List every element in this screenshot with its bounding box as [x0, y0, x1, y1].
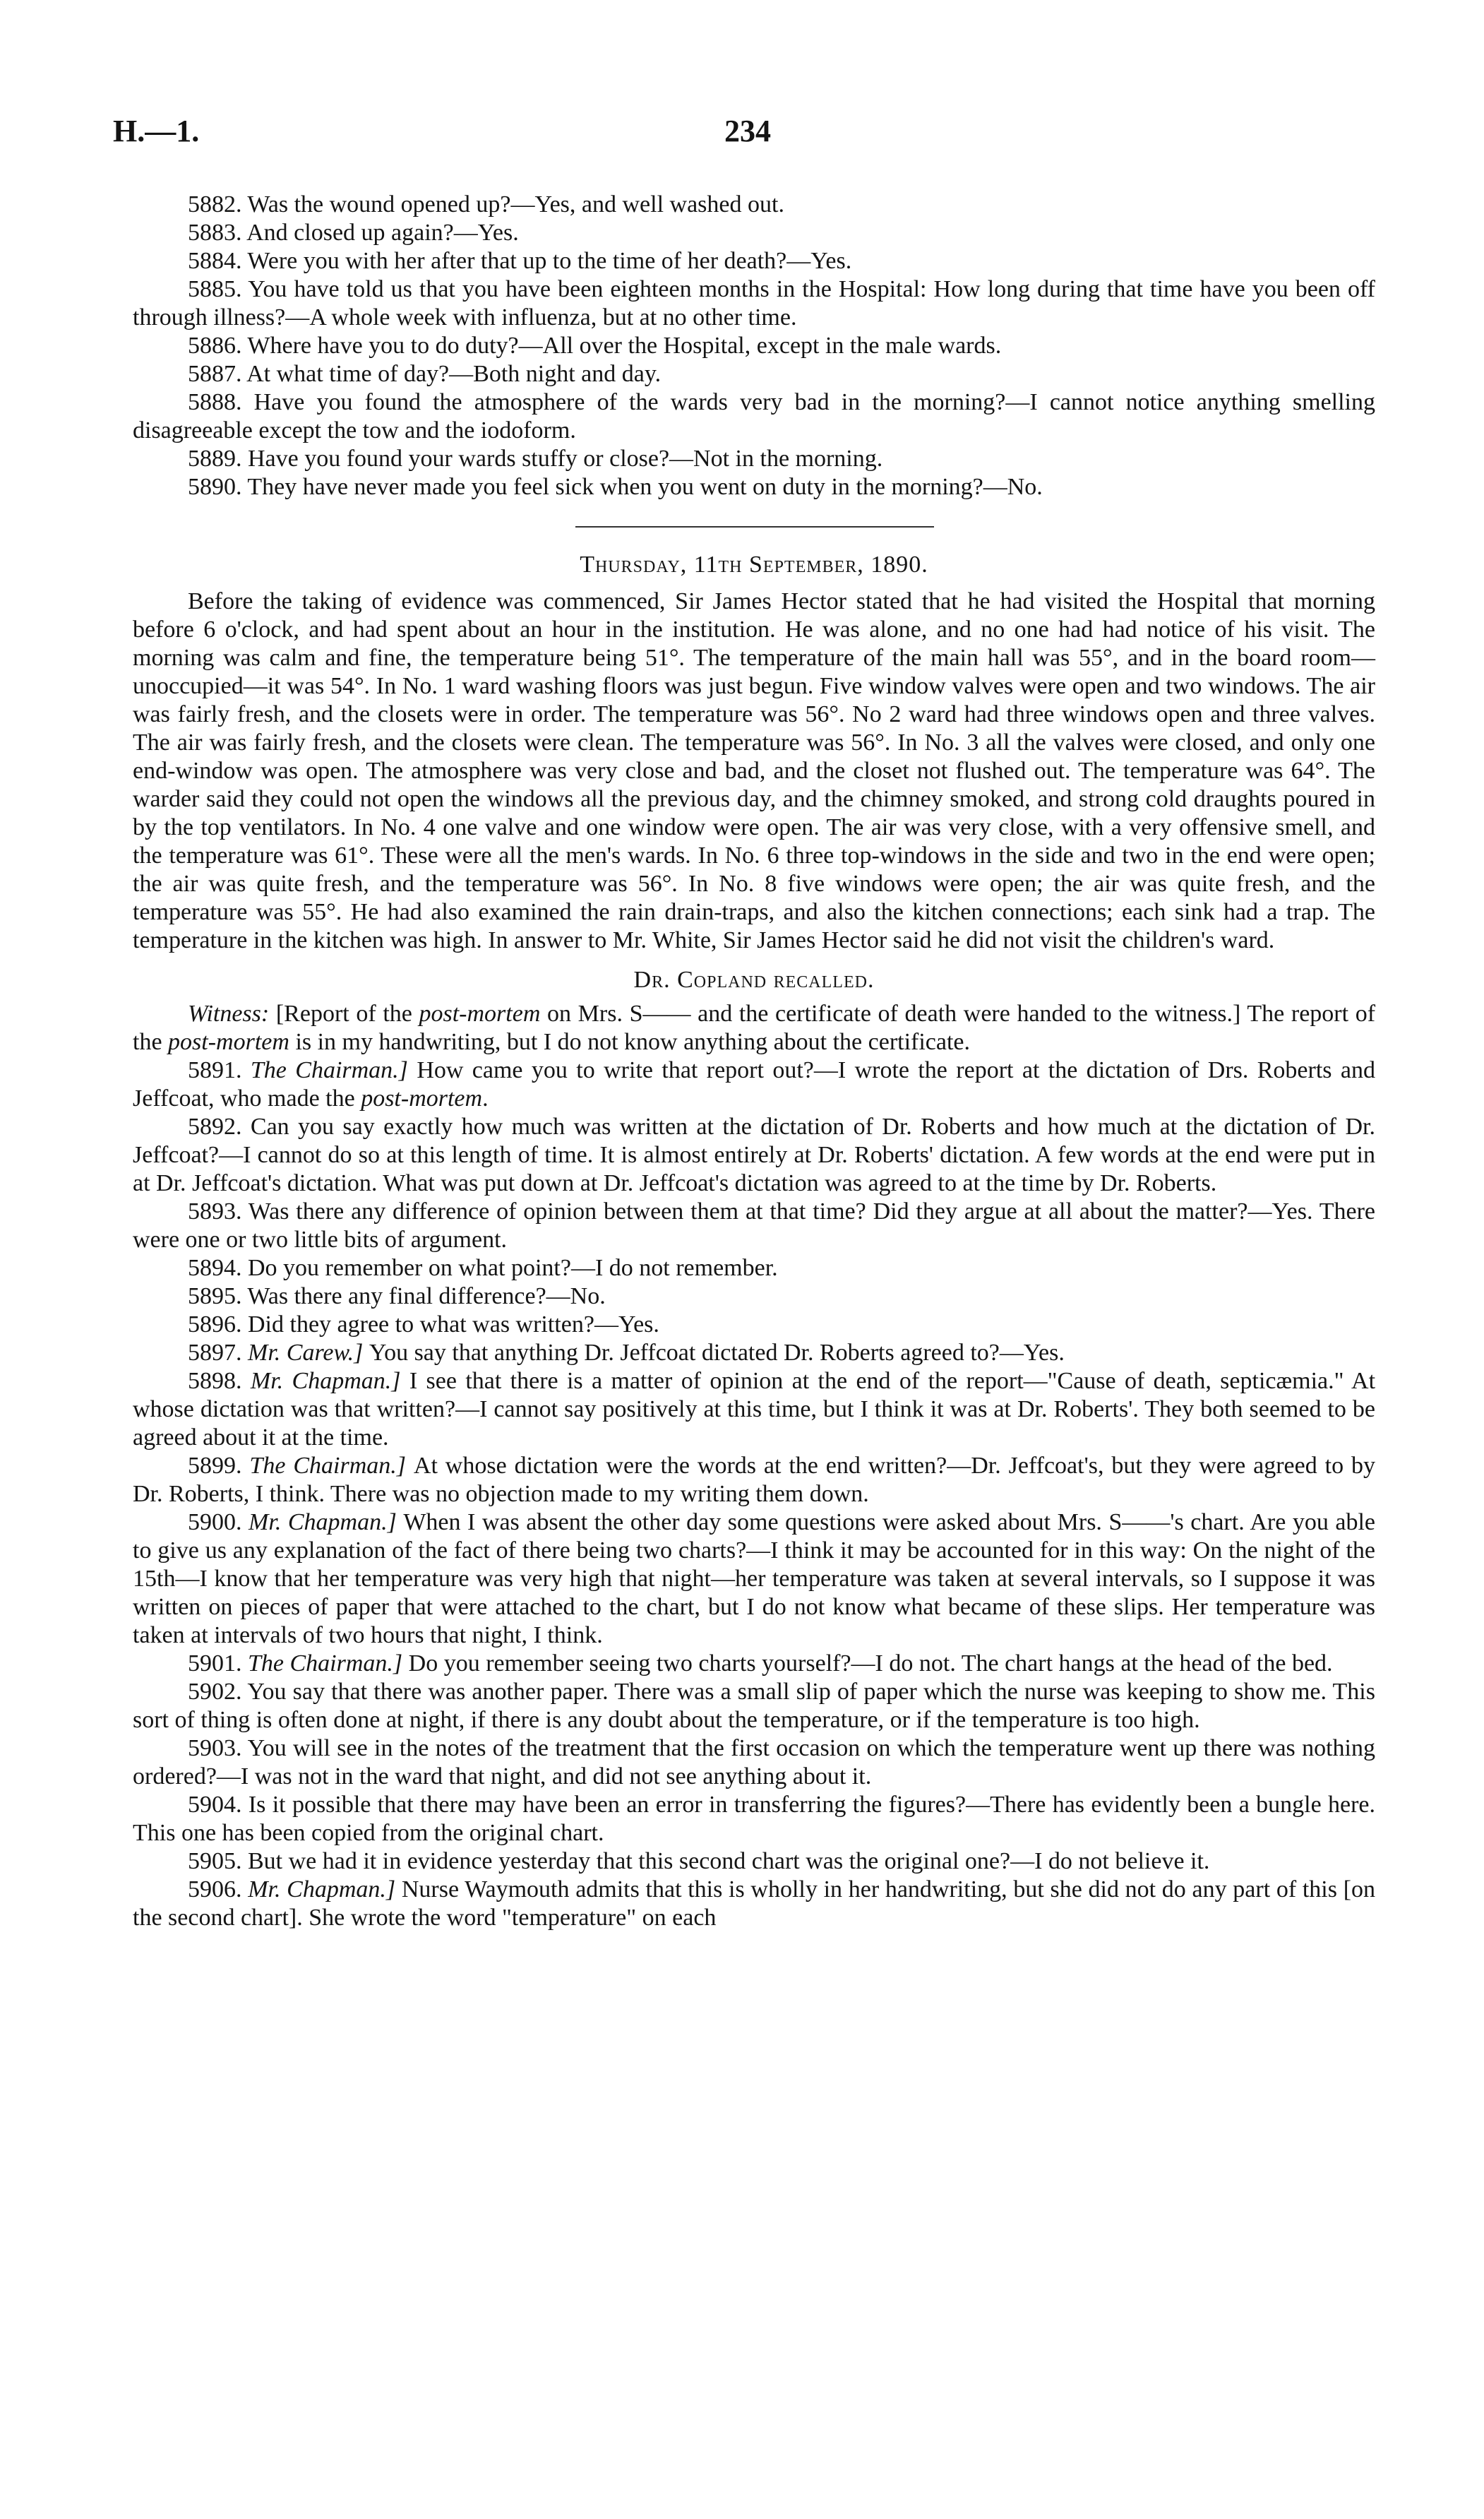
question-5896: [133, 1311, 1375, 1339]
question-text: Nurse Waymouth admits that this is wholly in her handwriting, but she did not do any part of this [on the second chart]. She wrote the word "temperature" on each: [133, 1876, 1376, 1931]
witness-heading: Dr. Copland recalled.: [633, 967, 875, 993]
question-5895: [133, 1282, 1375, 1311]
hector-visit-report: Before the taking of evidence was commenced, Sir James Hector stated that he had visited the Hospital that morning before 6 o'clock, and had spent about an hour in the institution. He was alone, and no one had had notice of his visit. The morning was calm and fine, the temperature being 51°. The temperature of the main hall was 55°, and in the board room—unoccupied—it was 54°. In No. 1 ward washing floors was just begun. Five window valves were open and two windows. The air was fairly fresh, and the closets were in order. The temperature was 56°. No 2 ward had three windows open and three valves. The air was fairly fresh, and the closets were clean. The temperature was 56°. In No. 3 all the valves were closed, and only one end-window was open. The atmosphere was very close and bad, and the closet not flushed out. The temperature was 64°. The warder said they could not open the windows all the previous day, and the chimney smoked, and strong cold draughts poured in by the top ventilators. In No. 4 one valve and one window were open. The air was very close, with a very offensive smell, and the temperature was 61°. These were all the men's wards. In No. 6 three top-windows in the side and two in the end were open; the air was quite fresh, and the temperature was 56°. In No. 8 five windows were open; the air was quite fresh, and the temperature was 55°. He had also examined the rain drain-traps, and also the kitchen connections; each sink had a trap. The temperature in the kitchen was high. In answer to Mr. White, Sir James Hector said he did not visit the children's ward.: [133, 588, 1375, 953]
question-number: 5895.: [188, 1283, 248, 1309]
question-5906: [133, 1876, 1375, 1932]
intro-text-3: is in my handwriting, but I do not know anything about the certificate.: [295, 1029, 971, 1055]
speaker-label: The Chairman.]: [250, 1057, 417, 1083]
paper-code: H.—1.: [113, 114, 200, 148]
question-5905: [133, 1847, 1375, 1876]
question-text: Can you say exactly how much was written at the dictation of Dr. Roberts and how much at the dictation of Dr. Jeffcoat?—I cannot do so at this length of time. It is almost entirely at Dr. Roberts' dictation. A few words at the end were put in at Dr. Jeffcoat's dictation. What was put down at Dr. Jeffcoat's dictation was agreed to at the time by Dr. Roberts.: [133, 1114, 1376, 1196]
question-5882: 5882. Was the wound opened up?—Yes, and well washed out.: [188, 191, 784, 218]
question-5890: 5890. They have never made you feel sick when you went on duty in the morning?—No.: [188, 474, 1043, 500]
question-5904: [133, 1791, 1375, 1847]
question-5894: [133, 1254, 1375, 1282]
witness-label: Witness:: [188, 1001, 270, 1027]
question-number: 5905.: [188, 1848, 248, 1874]
question-5893: [133, 1198, 1375, 1254]
question-number: 5899.: [188, 1453, 250, 1479]
question-text: Was there any difference of opinion between them at that time? Did they argue at all about the matter?—Yes. There were one or two little bits of argument.: [133, 1198, 1375, 1253]
intro-postmortem-2: post-mortem: [168, 1029, 289, 1055]
speaker-label: The Chairman.]: [249, 1453, 414, 1479]
italic-term: post-mortem: [361, 1085, 483, 1112]
question-text: I see that there is a matter of opinion at the end of the report—"Cause of death, septicæmia." At whose dictation was that written?—I cannot say positively at this time, but I think it was at Dr. Roberts'. They both seemed to be agreed about it at the time.: [133, 1368, 1376, 1451]
question-5891: [133, 1056, 1375, 1113]
question-number: 5900.: [188, 1509, 249, 1535]
question-number: 5904.: [188, 1792, 249, 1818]
question-5892: [133, 1113, 1375, 1198]
question-number: 5906.: [188, 1876, 249, 1902]
question-5887: 5887. At what time of day?—Both night and day.: [188, 361, 662, 387]
speaker-label: Mr. Chapman.]: [250, 1368, 409, 1394]
question-text: Did they agree to what was written?—Yes.: [248, 1311, 659, 1338]
question-number: 5891.: [188, 1057, 251, 1083]
question-text: Was there any final difference?—No.: [247, 1283, 606, 1309]
speaker-label: Mr. Chapman.]: [248, 1876, 402, 1902]
question-5902: [133, 1678, 1375, 1734]
question-number: 5898.: [188, 1368, 251, 1394]
question-text: But we had it in evidence yesterday that this second chart was the original one?—I do not believe it.: [248, 1848, 1210, 1874]
intro-text-2: on Mrs. S—— and the certificate of death were handed to the witness.] The report of the: [133, 1001, 1376, 1055]
question-5886: 5886. Where have you to do duty?—All over the Hospital, except in the male wards.: [188, 333, 1002, 359]
question-5883: 5883. And closed up again?—Yes.: [188, 220, 519, 246]
question-number: 5901.: [188, 1650, 248, 1677]
question-5888: 5888. Have you found the atmosphere of the wards very bad in the morning?—I cannot notice anything smelling disagreeable except the tow and the iodoform.: [133, 389, 1375, 443]
question-number: 5893.: [188, 1198, 249, 1225]
question-number: 5896.: [188, 1311, 248, 1338]
evidence-block-2: [133, 1056, 1375, 1932]
speaker-label: Mr. Carew.]: [248, 1340, 369, 1366]
date-heading: Thursday, 11th September, 1890.: [580, 552, 928, 578]
question-5901: [133, 1650, 1375, 1678]
page-number: 234: [724, 114, 771, 148]
question-text: You will see in the notes of the treatment that the first occasion on which the temperature went up there was nothing ordered?—I was not in the ward that night, and did not see anything about it.: [133, 1735, 1375, 1789]
intro-text-1: [Report of the: [275, 1001, 412, 1027]
question-number: 5902.: [188, 1679, 248, 1705]
text-end: .: [482, 1085, 489, 1112]
speaker-label: Mr. Chapman.]: [249, 1509, 404, 1535]
question-number: 5894.: [188, 1255, 248, 1281]
question-text: Do you remember seeing two charts yourself?—I do not. The chart hangs at the head of the bed.: [408, 1650, 1333, 1677]
question-text: You say that anything Dr. Jeffcoat dictated Dr. Roberts agreed to?—Yes.: [369, 1340, 1065, 1366]
question-number: 5897.: [188, 1340, 248, 1366]
question-text: When I was absent the other day some questions were asked about Mrs. S——'s chart. Are you able to give us any explanation of the fact of there being two charts?—I think it may be accounted for in this way: On the night of the 15th—I know that her temperature was very high that night—her temperature was taken at several intervals, so I suppose it was written on pieces of paper that were attached to the chart, but I do not know what became of these slips. Her temperature was taken at intervals of two hours that night, I think.: [133, 1509, 1376, 1648]
question-number: 5903.: [188, 1735, 248, 1761]
question-number: 5892.: [188, 1114, 251, 1140]
question-5897: [133, 1339, 1375, 1367]
question-text: Is it possible that there may have been an error in transferring the figures?—There has evidently been a bungle here. This one has been copied from the original chart.: [133, 1792, 1376, 1846]
question-5903: [133, 1734, 1375, 1791]
question-5898: [133, 1367, 1375, 1452]
question-5889: 5889. Have you found your wards stuffy or close?—Not in the morning.: [188, 446, 883, 472]
question-5884: 5884. Were you with her after that up to the time of her death?—Yes.: [188, 248, 852, 274]
question-5900: [133, 1508, 1375, 1650]
intro-postmortem-1: post-mortem: [419, 1001, 541, 1027]
question-text: At whose dictation were the words at the end written?—Dr. Jeffcoat's, but they were agreed to by Dr. Roberts, I think. There was no objection made to my writing them down.: [133, 1453, 1376, 1507]
speaker-label: The Chairman.]: [248, 1650, 409, 1677]
question-text: Do you remember on what point?—I do not remember.: [248, 1255, 778, 1281]
question-text: You say that there was another paper. There was a small slip of paper which the nurse was keeping to show me. This sort of thing is often done at night, if there is any doubt about the temperature, or if the temperature is too high.: [133, 1679, 1375, 1733]
evidence-block-1: [133, 191, 1375, 501]
question-5885: 5885. You have told us that you have been eighteen months in the Hospital: How long during that time have you been off through illness?—A whole week with influenza, but at no other time.: [133, 276, 1375, 330]
question-text: How came you to write that report out?—I wrote the report at the dictation of Drs. Roberts and Jeffcoat, who made the: [133, 1057, 1376, 1112]
section-divider: [575, 526, 934, 528]
witness-intro: [133, 1000, 1375, 1056]
proceedings-section: [133, 551, 1375, 1932]
question-5899: [133, 1452, 1375, 1508]
